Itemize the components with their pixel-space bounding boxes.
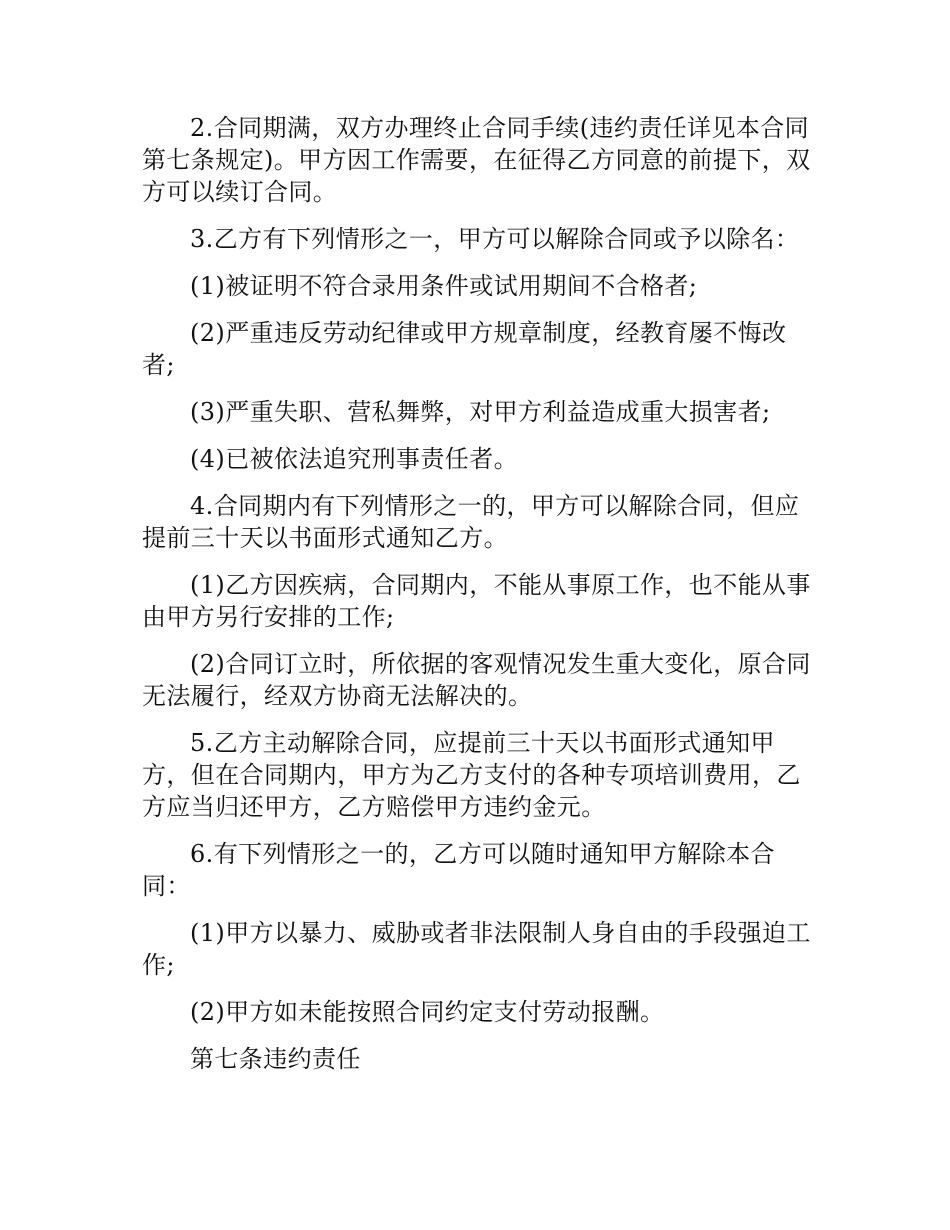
document-page <box>142 112 818 1075</box>
paragraph-clause-3: 3.乙方有下列情形之一，甲方可以解除合同或予以除名： <box>190 225 800 253</box>
paragraph-clause-3-item-1: (1)被证明不符合录用条件或试用期间不合格者; <box>190 272 698 300</box>
paragraph-clause-4: 4.合同期内有下列情形之一的，甲方可以解除合同，但应提前三十天以书面形式通知乙方。 <box>142 492 800 552</box>
paragraph-clause-5: 5.乙方主动解除合同，应提前三十天以书面形式通知甲方，但在合同期内，甲方为乙方支付的各种专项培训费用，乙方应当归还甲方，乙方赔偿甲方违约金元。 <box>142 729 801 821</box>
paragraph-clause-3-item-3: (3)严重失职、营私舞弊，对甲方利益造成重大损害者; <box>190 398 771 426</box>
paragraph-clause-2: 2.合同期满，双方办理终止合同手续(违约责任详见本合同第七条规定)。甲方因工作需要，在征得乙方同意的前提下，双方可以续订合同。 <box>142 114 811 206</box>
paragraph-clause-6: 6.有下列情形之一的，乙方可以随时通知甲方解除本合同： <box>142 840 775 900</box>
paragraph-clause-6-item-2: (2)甲方如未能按照合同约定支付劳动报酬。 <box>190 998 665 1026</box>
paragraph-clause-4-item-1: (1)乙方因疾病，合同期内，不能从事原工作，也不能从事由甲方另行安排的工作; <box>142 571 811 631</box>
paragraph-clause-4-item-2: (2)合同订立时，所依据的客观情况发生重大变化，原合同无法履行，经双方协商无法解决的。 <box>142 650 811 710</box>
paragraph-clause-3-item-4: (4)已被依法追究刑事责任者。 <box>190 445 518 473</box>
section-heading-article-7: 第七条违约责任 <box>190 1045 361 1073</box>
paragraph-clause-6-item-1: (1)甲方以暴力、威胁或者非法限制人身自由的手段强迫工作; <box>142 919 811 979</box>
paragraph-clause-3-item-2: (2)严重违反劳动纪律或甲方规章制度，经教育屡不悔改者; <box>142 319 787 379</box>
